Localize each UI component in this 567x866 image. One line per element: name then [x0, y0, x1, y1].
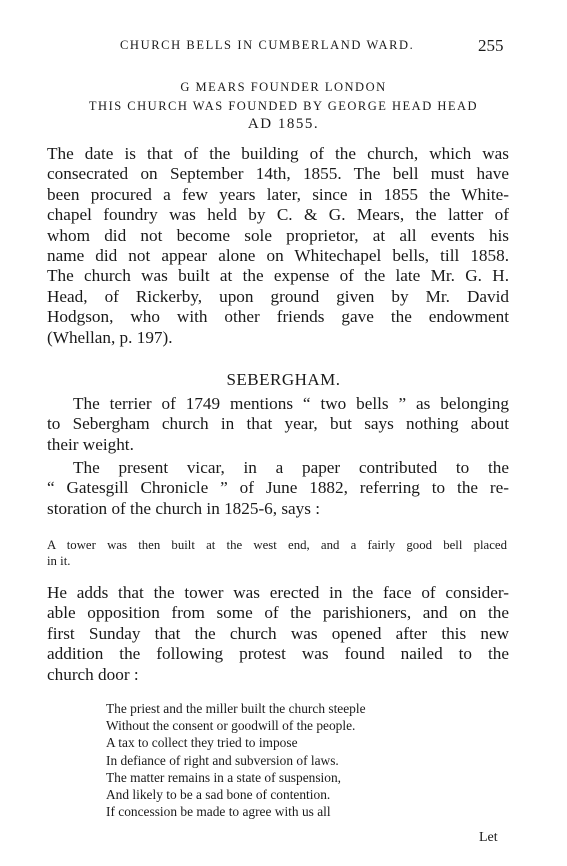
page-number: 255: [478, 36, 504, 55]
paragraph-protest: [47, 583, 509, 685]
text-line: Head, of Rickerby, upon ground given by Mr. David: [47, 286, 509, 306]
paragraph-church-history: [47, 144, 509, 348]
bell-inscription-line-1: G MEARS FOUNDER LONDON: [180, 80, 387, 94]
text-line: The terrier of 1749 mentions “ two bells ” as belonging: [73, 394, 509, 413]
text-line: The church was built at the expense of the late Mr. G. H.: [47, 266, 509, 286]
text-line: been procured a few years later, since in 1855 the White-: [47, 184, 509, 204]
text-line: The present vicar, in a paper contributed to the: [73, 458, 509, 477]
text-line: The date is that of the building of the church, which was: [47, 144, 509, 163]
text-line: their weight.: [47, 434, 134, 454]
text-line: addition the following protest was found nailed to the: [47, 644, 509, 664]
running-head: CHURCH BELLS IN CUMBERLAND WARD.: [120, 38, 415, 52]
text-line: whom did not become sole proprietor, at all events his: [47, 225, 509, 245]
text-line: in it.: [47, 553, 71, 568]
verse-line: The matter remains in a state of suspension,: [106, 769, 342, 785]
text-line: church door :: [47, 664, 139, 684]
paragraph-terrier: [47, 394, 509, 455]
text-line: name did not appear alone on Whitechapel bells, till 1858.: [47, 246, 509, 266]
bell-inscription-line-3: AD 1855.: [247, 116, 320, 132]
verse-line: If concession be made to agree with us all: [106, 804, 331, 820]
verse-line: And likely to be a sad bone of contention.: [106, 787, 331, 803]
bell-inscription-line-2: THIS CHURCH WAS FOUNDED BY GEORGE HEAD HEAD: [88, 99, 479, 113]
paragraph-vicar: [47, 458, 509, 519]
text-line: chapel foundry was held by C. & G. Mears, the latter of: [47, 205, 509, 225]
text-line: “ Gatesgill Chronicle ” of June 1882, referring to the re-: [47, 478, 509, 498]
text-line: able opposition from some of the parishioners, and on the: [47, 603, 509, 623]
section-heading: SEBERGHAM.: [226, 370, 341, 389]
text-line: (Whellan, p. 197).: [47, 327, 173, 347]
text-line: Hodgson, who with other friends gave the endowment: [47, 307, 509, 327]
text-line: A tower was then built at the west end, and a fairly good bell placed: [47, 538, 507, 552]
protest-verse: [106, 700, 366, 820]
text-line: storation of the church in 1825-6, says :: [47, 498, 321, 518]
catchword: Let: [479, 830, 498, 845]
verse-line: In defiance of right and subversion of laws.: [106, 752, 339, 768]
text-line: to Sebergham church in that year, but says nothing about: [47, 414, 509, 434]
text-line: consecrated on September 14th, 1855. The bell must have: [47, 164, 509, 184]
verse-line: A tax to collect they tried to impose: [106, 735, 298, 751]
text-line: first Sunday that the church was opened after this new: [47, 623, 509, 643]
text-line: He adds that the tower was erected in the face of consider-: [47, 583, 509, 602]
verse-line: The priest and the miller built the church steeple: [106, 701, 366, 716]
verse-line: Without the consent or goodwill of the people.: [106, 718, 356, 734]
block-quotation: [47, 538, 507, 569]
